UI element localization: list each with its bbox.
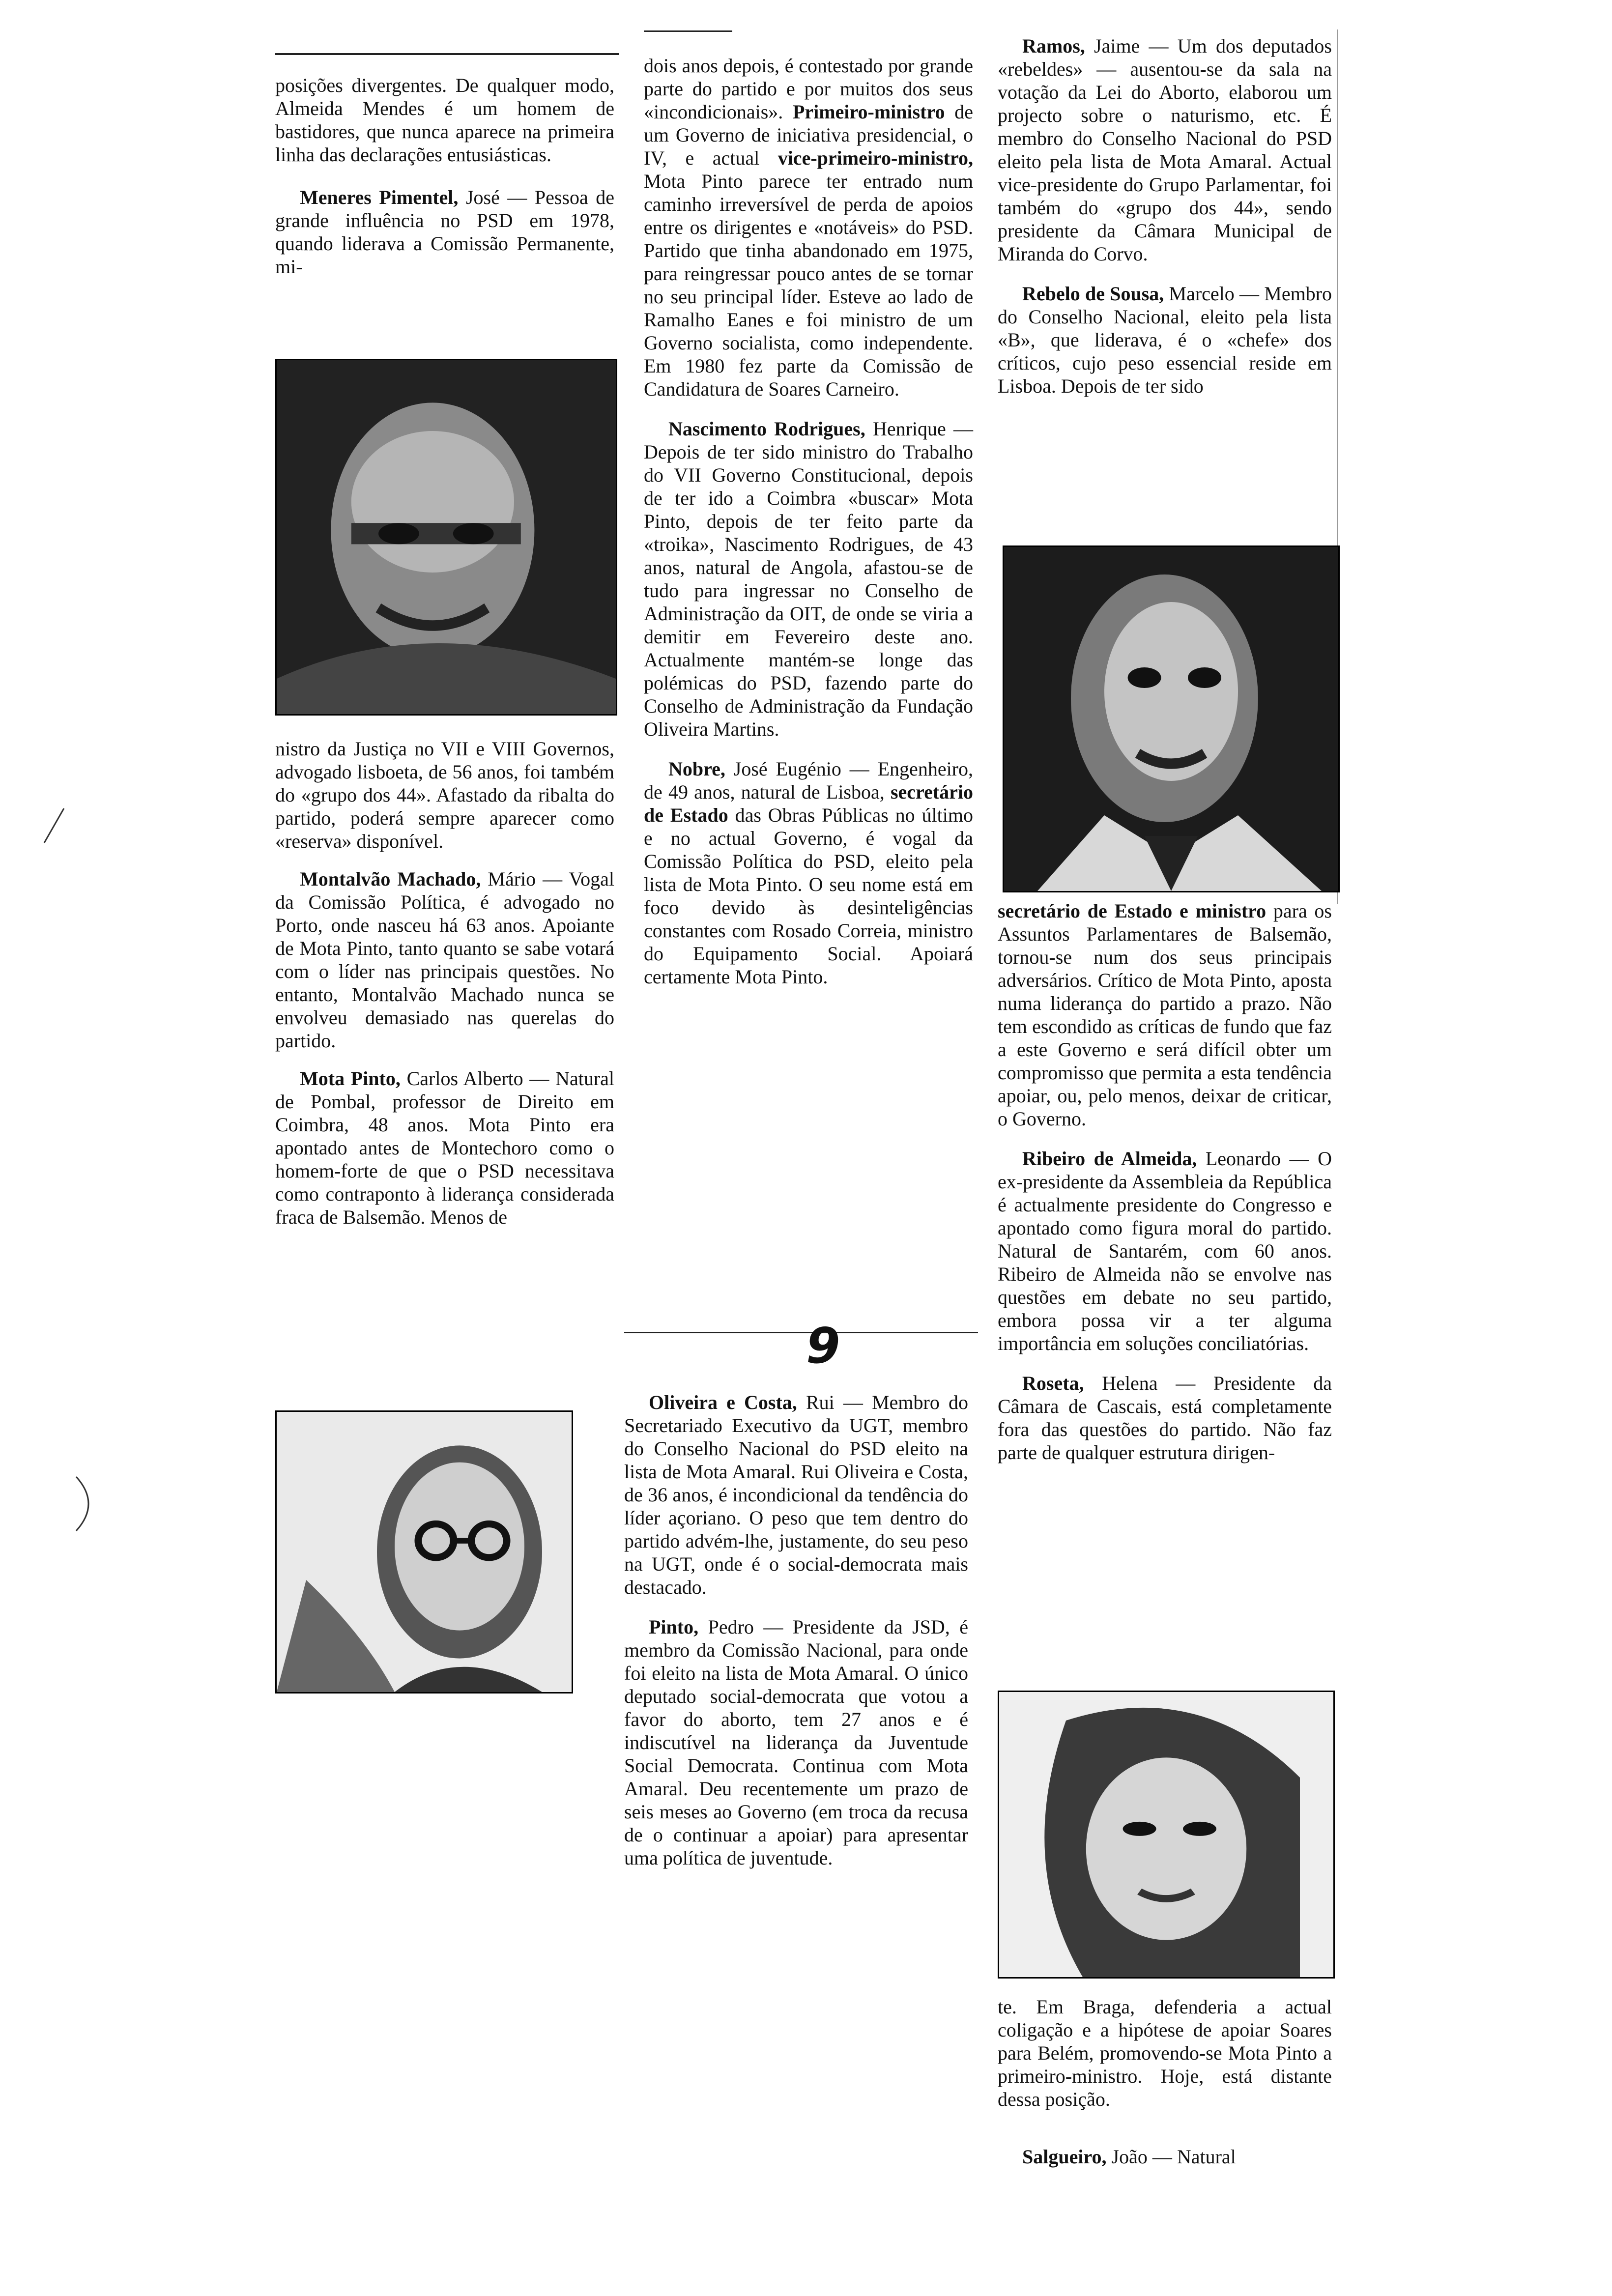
entry-roseta	[998, 1372, 1332, 1464]
entry-text: Mário — Vogal da Comissão Política, é advogado no Porto, onde nasceu há 63 anos. Apoiante de Mota Pinto, tanto quanto se sabe votará com o líder nas principais questões. No entanto, Montalvão Machado nunca se envolveu demasiado nas querelas do partido.	[275, 868, 614, 1052]
entry-text: José — Pessoa de grande influência no PSD em 1978, quando liderava a Comissão Permanente, mi-	[275, 186, 615, 278]
entry-rebelo-continued	[998, 899, 1332, 1130]
entry-rebelo-de-sousa	[998, 282, 1332, 398]
entry-name: Roseta,	[1022, 1372, 1084, 1394]
entry-text: das Obras Públicas no último e no actual Governo, é vogal da Comissão Política do PSD, eleito pela lista de Mota Pinto. O seu nome está em foco devido às desinteligências constantes com Rosado Correia, ministro do Equipamento Social. Apoiará certamente Mota Pinto.	[644, 804, 973, 988]
entry-text: Henrique — Depois de ter sido ministro do Trabalho do VII Governo Constitucional, depois de ter ido a Coimbra «buscar» Mota Pinto, depois de ter feito parte da «troika», Nascimento Rodrigues, de 43 anos, natural de Angola, afastou-se de tudo para ingressar no Conselho de Administração da OIT, de onde se viria a demitir em Fevereiro deste ano. Actualmente mantém-se longe das polémicas do PSD, fazendo parte do Conselho de Administração da Fundação Oliveira Martins.	[644, 418, 974, 740]
entry-name: Pinto,	[649, 1616, 699, 1638]
entry-text: José Eugénio — Engenheiro, de 49 anos, natural de Lisboa,	[644, 758, 973, 803]
column-2	[644, 54, 973, 988]
entry-mota-pinto-continued	[644, 54, 973, 401]
entry-salgueiro	[998, 2145, 1332, 2168]
portrait-image	[999, 1692, 1333, 1977]
entry-nobre	[644, 757, 973, 988]
portrait-image	[277, 360, 616, 714]
top-rule-col1	[275, 53, 619, 55]
section-rule	[624, 1332, 978, 1333]
entry-name: Meneres Pimentel,	[300, 186, 459, 208]
entry-text: Leonardo — O ex-presidente da Assembleia da República é actualmente presidente do Congresso e apontado como figura moral do partido. Natural de Santarém, com 60 anos. Ribeiro de Almeida não se envolve nas questões em debate no seu partido, embora possa vir a ter alguma importância em soluções conciliatórias.	[998, 1148, 1332, 1354]
column-3	[998, 34, 1332, 398]
entry-name: Ribeiro de Almeida,	[1022, 1148, 1197, 1170]
column-3-lower	[998, 1995, 1332, 2168]
portrait-roseta	[998, 1691, 1335, 1979]
entry-name: Salgueiro,	[1022, 2146, 1107, 2168]
entry-ramos	[998, 34, 1332, 265]
portrait-image	[1004, 547, 1338, 891]
entry-emphasis: Primeiro-ministro	[783, 101, 945, 123]
entry-pinto	[624, 1615, 968, 1869]
entry-roseta-continued: te. Em Braga, defenderia a actual coligação e a hipótese de apoiar Soares para Belém, promovendo-se Mota Pinto a primeiro-ministro. Hoje, está distante dessa posição.	[998, 1996, 1332, 2110]
portrait-mota-pinto	[275, 1410, 573, 1693]
portrait-meneres-pimentel	[275, 359, 617, 716]
entry-meneres-continued: nistro da Justiça no VII e VIII Governos, advogado lisboeta, de 56 anos, foi também do «grupo dos 44». Afastado da ribalta do partido, poderá sempre aparecer como «reserva» disponível.	[275, 738, 614, 852]
entry-ribeiro-de-almeida	[998, 1147, 1332, 1355]
entry-montalvao-machado	[275, 867, 614, 1052]
entry-name: Ramos,	[1022, 35, 1085, 57]
entry-text: Pedro — Presidente da JSD, é membro da Comissão Nacional, para onde foi eleito na lista de Mota Amaral. O único deputado social-democrata que votou a favor do aborto, tem 27 anos e é indiscutível na liderança da Juventude Social Democrata. Continua com Mota Amaral. Deu recentemente um prazo de seis meses ao Governo (em troca da recusa de o continuar a apoiar) para apresentar uma política de juventude.	[624, 1616, 968, 1869]
entry-text: Mota Pinto parece ter entrado num caminho irreversível de perda de apoios entre os dirigentes e «notáveis» do PSD. Partido que tinha abandonado em 1975, para reingressar pouco antes de se tornar no seu principal líder. Esteve ao lado de Ramalho Eanes e foi ministro de um Governo socialista, como independente. Em 1980 fez parte da Comissão de Candidatura de Soares Carneiro.	[644, 170, 973, 400]
entry-text: para os Assuntos Parlamentares de Balsemão, tornou-se num dos seus principais adversários. Crítico de Mota Pinto, aposta numa liderança do partido a prazo. Não tem escondido as críticas de fundo que faz a este Governo e será difícil obter um compromisso que permita a esta tendência apoiar, ou, pelo menos, deixar de criticar, o Governo.	[998, 900, 1332, 1130]
entry-nascimento-rodrigues	[644, 417, 973, 741]
handwritten-mark: 9	[806, 1317, 846, 1375]
entry-emphasis: secretário de Estado e ministro	[998, 900, 1267, 922]
portrait-rebelo-de-sousa	[1003, 545, 1340, 892]
entry-name: Nobre,	[668, 758, 725, 780]
entry-name: Rebelo de Sousa,	[1022, 283, 1164, 305]
entry-name: Nascimento Rodrigues,	[668, 418, 865, 440]
margin-scribble	[74, 1474, 103, 1533]
entry-text: Helena — Presidente da Câmara de Cascais, está completamente fora das questões do partido. Não faz parte de qualquer estrutura dirigen-	[998, 1372, 1332, 1464]
entry-text: João — Natural	[1106, 2146, 1236, 2168]
entry-name: Oliveira e Costa,	[649, 1391, 797, 1413]
entry-emphasis: secretário de Estado	[644, 781, 974, 826]
entry-name: Mota Pinto,	[300, 1067, 401, 1090]
entry-oliveira-e-costa	[624, 1391, 968, 1599]
entry-text: Rui — Membro do Secretariado Executivo da UGT, membro do Conselho Nacional do PSD eleito na lista de Mota Amaral. Rui Oliveira e Costa, de 36 anos, é incondicional da tendência do líder açoriano. O peso que tem dentro do partido advém-lhe, justamente, do seu peso na UGT, onde é o social-democrata mais destacado.	[624, 1391, 968, 1598]
column-3-middle	[998, 899, 1332, 1464]
entry-text: Jaime — Um dos deputados «rebeldes» — ausentou-se da sala na votação da Lei do Aborto, elaborou um projecto sobre o naturismo, etc. É membro do Conselho Nacional do PSD eleito pela lista de Mota Amaral. Actual vice-presidente do Grupo Parlamentar, foi também do «grupo dos 44», sendo presidente da Câmara Municipal de Miranda do Corvo.	[998, 35, 1332, 265]
column-1	[275, 74, 614, 278]
entry-text: Marcelo — Membro do Conselho Nacional, eleito pela lista «B», que liderava, é o «chefe» dos críticos, cujo peso essencial reside em Lisboa. Depois de ter sido	[998, 283, 1332, 397]
margin-scribble	[39, 806, 69, 845]
top-rule-col2	[644, 30, 732, 32]
portrait-image	[277, 1412, 572, 1692]
entry-text: dois anos depois, é contestado por grande parte do partido e por muitos dos seus «incondicionais».	[644, 55, 973, 123]
entry-name: Montalvão Machado,	[300, 868, 481, 890]
entry-text: Carlos Alberto — Natural de Pombal, professor de Direito em Coimbra, 48 anos. Mota Pinto era apontado antes de Montechoro como o homem-forte de que o PSD necessitava como contraponto à liderança considerada fraca de Balsemão. Menos de	[275, 1067, 615, 1228]
entry-meneres-pimentel	[275, 186, 614, 278]
entry-mota-pinto	[275, 1067, 614, 1229]
entry-emphasis: vice-primeiro-ministro,	[759, 147, 974, 169]
entry-text: de um Governo de iniciativa presidencial, o IV, e actual	[644, 101, 973, 169]
column-2-lower	[624, 1391, 968, 1869]
column-1-lower	[275, 737, 614, 1229]
intro-paragraph: posições divergentes. De qualquer modo, Almeida Mendes é um homem de bastidores, que nunca aparece na primeira linha das declarações entusiásticas.	[275, 74, 614, 166]
